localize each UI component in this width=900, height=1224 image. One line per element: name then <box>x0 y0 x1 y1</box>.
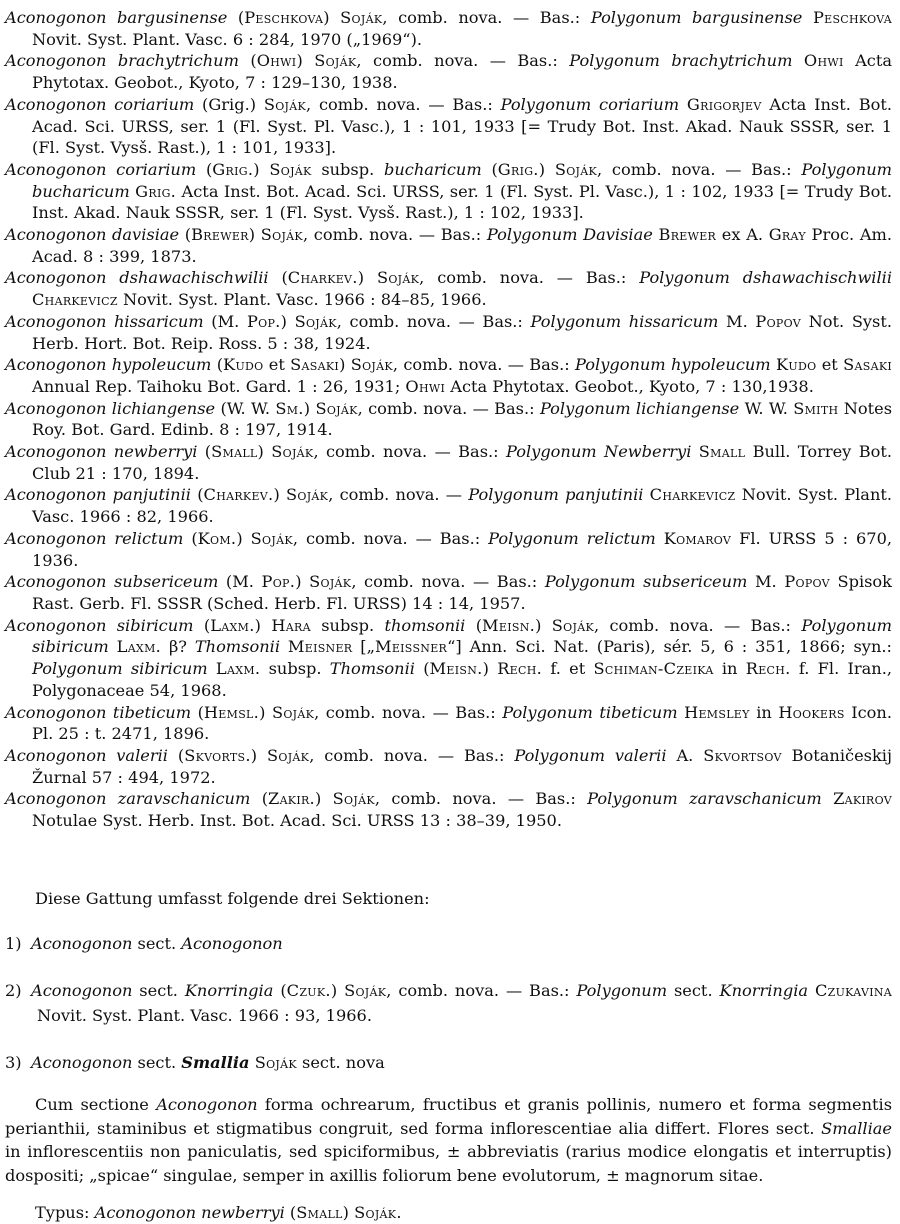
taxon-name: Polygonum brachytrichum <box>569 51 804 71</box>
species-entry-13 <box>5 571 892 614</box>
text-run: , comb. nova. — Bas.: <box>292 528 489 548</box>
text-run: ) <box>253 159 270 179</box>
taxon-name: Polygonum hypoleucum <box>575 355 776 375</box>
text-run: Icon. Pl. 25 : t. 2471, 1896. <box>32 702 892 744</box>
text-run: ) <box>303 398 316 418</box>
text-run: ( <box>184 225 192 245</box>
text-run: ) <box>339 355 351 375</box>
text-run: sect. <box>132 1053 182 1073</box>
author-name: Soják <box>294 311 337 331</box>
taxon-name: Aconogonon <box>31 981 133 1001</box>
author-name: Meisner <box>287 637 353 657</box>
author-name: Grig. <box>497 159 539 179</box>
text-run: ( <box>204 442 212 462</box>
text-run: , comb. nova. — Bas.: <box>351 572 545 592</box>
taxon-name: Polygonum bargusinense <box>590 8 813 27</box>
author-name: Zakirov <box>833 789 892 809</box>
text-run: Acta Phytotax. Geobot., Kyoto, 7 : 129–130, 1938. <box>32 51 893 93</box>
taxon-name: Aconogonon panjutinii <box>5 485 198 505</box>
text-run: , comb. nova. — <box>328 485 469 505</box>
text-run: ) <box>535 615 552 635</box>
author-name: Soják <box>269 159 312 179</box>
text-run: f. et <box>542 659 594 679</box>
taxon-name: Thomsonii <box>194 637 288 657</box>
text-run: ( <box>261 789 269 809</box>
taxon-name: Polygonum Davisiae <box>486 225 659 245</box>
taxon-name: Polygonum subsericeum <box>544 572 755 592</box>
taxon-name: Aconogonon <box>181 934 283 954</box>
species-entry-5 <box>5 224 892 267</box>
species-entry-4 <box>5 159 892 224</box>
author-name: Soják <box>286 485 329 505</box>
species-entry-14 <box>5 615 892 702</box>
text-run: , comb. nova. — Bas.: <box>314 702 503 722</box>
text-run: Proc. Am. Acad. 8 : 399, 1873. <box>32 225 893 266</box>
text-run: ) <box>248 225 261 245</box>
taxon-name: Aconogonon subsericeum <box>5 572 226 592</box>
author-name: Rech. <box>497 659 543 679</box>
text-run: , comb. nova. — Bas.: <box>386 981 577 1001</box>
text-run: Typus: <box>35 1203 95 1223</box>
author-name: Brewer <box>191 225 249 245</box>
text-run: ( <box>197 702 204 722</box>
section-number: 3) <box>5 1053 22 1073</box>
author-name: Soják <box>271 442 314 462</box>
author-name: Skvortsov <box>703 745 782 765</box>
text-run: ) <box>254 615 272 635</box>
author-name: Schiman-Czeika <box>593 659 714 679</box>
author-name: Hemsl. <box>203 702 260 722</box>
taxon-name: Polygonum hissaricum <box>530 311 727 331</box>
section-item-3 <box>5 1050 892 1075</box>
author-name: Charkevicz <box>649 485 736 505</box>
text-run: in <box>713 659 746 679</box>
author-name: Soják <box>267 745 310 765</box>
text-run: “] Ann. Sci. Nat. (Paris), sér. 5, 6 : 351, 1866; syn.: <box>447 637 892 657</box>
section-item-1 <box>5 931 892 956</box>
author-name: Small <box>296 1203 343 1223</box>
text-run: ( <box>280 981 287 1001</box>
taxon-name: Aconogonon lichiangense <box>5 398 221 418</box>
taxon-name: bucharicum <box>383 159 492 179</box>
author-name: Skvorts. <box>184 745 251 765</box>
taxon-name: Aconogonon coriarium <box>5 159 206 179</box>
text-run: ( <box>281 268 288 288</box>
author-name: Sm. <box>275 398 304 418</box>
species-entry-10 <box>5 441 892 484</box>
text-run: M. <box>754 572 785 592</box>
text-run: et <box>816 355 844 375</box>
text-run: β? <box>161 637 195 657</box>
author-name: Meisn. <box>482 615 536 635</box>
species-entry-12 <box>5 528 892 571</box>
author-name: Popov <box>784 572 830 592</box>
author-name: Soják <box>332 789 375 809</box>
text-run: Annual Rep. Taihoku Bot. Gard. 1 : 26, 1931; <box>32 376 406 396</box>
text-run: f. Fl. Iran., Polygonaceae 54, 1968. <box>32 659 892 700</box>
author-name: Soják <box>354 1203 397 1223</box>
text-run: ( <box>491 159 498 179</box>
author-name: Czukavina <box>814 981 893 1001</box>
author-name: Grig. <box>135 181 177 201</box>
text-run: ) <box>323 8 341 27</box>
text-run: ( <box>216 355 224 375</box>
text-run: , comb. nova. — Bas.: <box>593 615 802 635</box>
author-name: Soják <box>350 355 393 375</box>
species-entries-list <box>5 7 892 832</box>
text-run: Not. Syst. Herb. Hort. Bot. Reip. Ross. 5 : 38, 1924. <box>32 311 893 353</box>
taxon-name: Polygonum sibiricum <box>32 615 892 657</box>
text-run: subsp. <box>311 159 384 179</box>
author-name: Soják <box>340 8 383 27</box>
author-name: Kom. <box>197 528 237 548</box>
text-run: ) <box>342 1203 355 1223</box>
text-run: (Grig.) <box>202 94 264 114</box>
author-name: Zakir. <box>268 789 315 809</box>
author-name: Peschkova <box>812 8 892 27</box>
text-run: ( <box>203 615 211 635</box>
text-run: , comb. nova. — Bas.: <box>374 789 588 809</box>
text-run: (M. <box>211 311 247 331</box>
author-name: Soják <box>263 94 307 114</box>
text-run: (W. W. <box>220 398 276 418</box>
text-run: Novit. Syst. Plant. Vasc. 1966 : 84–85, 1966. <box>117 290 487 310</box>
text-run: Botaničeskij Žurnal 57 : 494, 1972. <box>32 745 892 787</box>
text-run: ) <box>357 268 377 288</box>
species-entry-7 <box>5 311 892 354</box>
author-name: Hookers <box>778 702 845 722</box>
author-name: Grigorjev <box>686 94 762 114</box>
author-name: Meisn. <box>429 659 483 679</box>
text-run: subsp. <box>260 659 330 679</box>
taxon-name: Smallia <box>181 1053 250 1073</box>
text-run: , comb. nova. — Bas.: <box>313 442 507 462</box>
taxon-name: Aconogonon tibeticum <box>5 702 198 722</box>
taxon-name: Polygonum sibiricum <box>32 659 216 679</box>
taxon-name: Aconogonon relictum <box>5 528 192 548</box>
species-entry-11 <box>5 484 892 527</box>
species-entry-8 <box>5 354 892 397</box>
author-name: Soják <box>309 572 352 592</box>
author-name: Sasaki <box>290 355 340 375</box>
text-run: (M. <box>225 572 262 592</box>
text-run: ( <box>289 1203 297 1223</box>
author-name: Pop. <box>246 311 281 331</box>
author-name: Small <box>211 442 258 462</box>
author-name: Soják <box>554 159 598 179</box>
species-entry-16 <box>5 745 892 788</box>
text-run: , comb. nova. — Bas.: <box>392 355 576 375</box>
text-run: , comb. nova. — Bas.: <box>309 745 515 765</box>
text-run: ( <box>177 745 185 765</box>
text-run: ( <box>423 659 430 679</box>
taxon-name: Polygonum relictum <box>488 528 664 548</box>
text-run: , comb. nova. — Bas.: <box>419 268 640 288</box>
author-name: Laxm. <box>210 615 255 635</box>
text-run: ( <box>197 485 204 505</box>
author-name: Czuk. <box>286 981 331 1001</box>
taxon-name: Aconogonon newberryi <box>5 442 205 462</box>
taxon-name: Polygonum Newberryi <box>506 442 699 462</box>
author-name: Grig. <box>212 159 254 179</box>
author-name: Laxm. <box>215 659 261 679</box>
sections-list <box>5 931 892 1075</box>
author-name: Soják <box>551 615 594 635</box>
text-run: sect. <box>132 934 182 954</box>
taxon-name: Aconogonon zaravschanicum <box>5 789 262 809</box>
text-run: , comb. nova. — Bas.: <box>336 311 531 331</box>
taxon-name: Aconogonon <box>31 934 133 954</box>
text-run: , comb. nova. — Bas.: <box>357 398 540 418</box>
text-run: Notulae Syst. Herb. Inst. Bot. Acad. Sci. URSS 13 : 38–39, 1950. <box>32 811 562 831</box>
taxon-name: Thomsonii <box>329 659 424 679</box>
text-run: ) <box>257 442 272 462</box>
text-run: ( <box>191 528 198 548</box>
text-run: ( <box>475 615 483 635</box>
section-number: 1) <box>5 934 22 954</box>
text-run: W. W. <box>744 398 794 418</box>
taxon-name: thomsonii <box>384 615 476 635</box>
text-run: . <box>396 1203 402 1223</box>
text-run: A. <box>676 745 704 765</box>
text-run: Spisok Rast. Gerb. Fl. SSSR (Sched. Herb. Fl. URSS) 14 : 14, 1957. <box>32 572 892 613</box>
text-run: et <box>263 355 291 375</box>
author-name: Smith <box>793 398 839 418</box>
author-name: Ohwi <box>803 51 844 71</box>
text-run: subsp. <box>310 615 385 635</box>
author-name: Charkev. <box>287 268 358 288</box>
text-run: ) <box>538 159 555 179</box>
author-name: Popov <box>755 311 801 331</box>
author-name: Hemsley <box>684 702 750 722</box>
text-run: ) <box>280 311 295 331</box>
taxon-name: Polygonum zaravschanicum <box>587 789 834 809</box>
taxon-name: Polygonum tibeticum <box>502 702 685 722</box>
text-run: Acta Phytotax. Geobot., Kyoto, 7 : 130,1938. <box>445 376 814 396</box>
text-run: , comb. nova. — Bas.: <box>597 159 802 179</box>
author-name: Kudo <box>223 355 264 375</box>
text-run: , comb. nova. — Bas.: <box>306 94 501 114</box>
text-run: Novit. Syst. Plant. Vasc. 6 : 284, 1970 („1969“). <box>32 29 423 49</box>
author-name: Gray <box>768 225 806 245</box>
author-name: Soják <box>315 398 358 418</box>
author-name: Hara <box>271 615 311 635</box>
author-name: Ohwi <box>256 51 297 71</box>
taxon-name: Aconogonon newberryi <box>94 1203 290 1223</box>
text-run: ) <box>330 981 345 1001</box>
taxon-name: Knorringia <box>184 981 281 1001</box>
text-run: , comb. nova. — Bas.: <box>356 51 570 71</box>
taxon-name: Polygonum valerii <box>514 745 677 765</box>
taxon-name: Polygonum <box>576 981 668 1001</box>
text-run: [„ <box>352 637 375 657</box>
text-run: ) <box>295 572 310 592</box>
taxon-name: Aconogonon sibiricum <box>5 615 204 635</box>
text-run: ( <box>237 8 245 27</box>
text-run: Fl. URSS 5 : 670, 1936. <box>32 528 893 570</box>
text-run: sect. <box>667 981 720 1001</box>
taxon-name: Polygonum coriarium <box>500 94 687 114</box>
text-run: M. <box>726 311 756 331</box>
text-run: Cum sectione <box>35 1095 157 1115</box>
text-run: Novit. Syst. Plant. Vasc. 1966 : 93, 1966. <box>37 1006 372 1026</box>
taxon-name: Polygonum dshawachischwilii <box>639 268 893 288</box>
taxon-name: Knorringia <box>719 981 815 1001</box>
author-name: Pop. <box>261 572 296 592</box>
species-entry-9 <box>5 398 892 441</box>
sections-intro: Diese Gattung umfasst folgende drei Sektionen: <box>35 888 430 908</box>
author-name: Sasaki <box>843 355 892 375</box>
author-name: Meissner <box>374 637 448 657</box>
text-run: Acta Inst. Bot. Acad. Sci. URSS, ser. 1 (Fl. Syst. Pl. Vasc.), 1 : 102, 1933 [= Trudy Bot. Inst. Akad. Nauk SSSR, ser. 1 (Fl. Syst. Vysš. Rast.), 1 : 102, 1933]. <box>32 181 892 223</box>
author-name: Komarov <box>663 528 732 548</box>
typus-line <box>5 1202 892 1224</box>
text-run: sect. nova <box>296 1053 385 1073</box>
taxon-name: Polygonum lichiangense <box>539 398 745 418</box>
text-run: forma ochrearum, fructibus et granis pollinis, numero et forma segmentis perianthii, staminibus et stigmatibus congruit, sed forma inflorescentiae alia differt. Flores sect. <box>5 1095 893 1138</box>
species-entry-1 <box>5 7 892 50</box>
text-run: ) <box>315 789 333 809</box>
text-run: , comb. nova. — Bas.: <box>302 225 487 245</box>
author-name: Soják <box>271 702 315 722</box>
author-name: Small <box>698 442 746 462</box>
author-name: Soják <box>250 528 293 548</box>
text-run: Acta Inst. Bot. Acad. Sci. URSS, ser. 1 (Fl. Syst. Pl. Vasc.), 1 : 101, 1933 [= Trudy Bot. Inst. Akad. Nauk SSSR, ser. 1 (Fl. Syst. Vysš. Rast.), 1 : 101, 1933]. <box>32 94 892 158</box>
text-run: ) <box>482 659 498 679</box>
author-name: Soják <box>260 225 303 245</box>
text-run: Novit. Syst. Plant. Vasc. 1966 : 82, 1966. <box>32 485 893 527</box>
species-entry-2 <box>5 50 892 93</box>
text-run: ) <box>296 51 315 71</box>
author-name: Soják <box>254 1053 297 1073</box>
author-name: Soják <box>344 981 387 1001</box>
author-name: Peschkova <box>244 8 324 27</box>
taxon-name: Aconogonon coriarium <box>5 94 203 114</box>
text-run: ) <box>250 745 268 765</box>
text-run: Bull. Torrey Bot. Club 21 : 170, 1894. <box>32 442 892 483</box>
taxon-name: Aconogonon hissaricum <box>5 311 212 331</box>
author-name: Ohwi <box>405 376 446 396</box>
text-run: sect. <box>132 981 185 1001</box>
section-number: 2) <box>5 981 22 1001</box>
text-run: ( <box>205 159 213 179</box>
text-run: Notes Roy. Bot. Gard. Edinb. 8 : 197, 1914. <box>32 398 893 440</box>
taxon-name: Aconogonon <box>156 1095 258 1115</box>
taxon-name: Aconogonon hypoleucum <box>5 355 217 375</box>
author-name: Kudo <box>775 355 817 375</box>
text-run: ex A. <box>716 225 769 245</box>
species-entry-15 <box>5 702 892 745</box>
author-name: Soják <box>314 51 357 71</box>
taxon-name: Aconogonon valerii <box>5 745 178 765</box>
text-run: ( <box>250 51 257 71</box>
text-run: in <box>749 702 779 722</box>
taxon-name: Aconogonon brachytrichum <box>5 51 251 71</box>
text-run: , comb. nova. — Bas.: <box>382 8 591 27</box>
taxon-name: Polygonum panjutinii <box>468 485 650 505</box>
text-run: ) <box>259 702 272 722</box>
taxon-name: Smalliae <box>821 1118 892 1138</box>
taxon-name: Aconogonon davisiae <box>5 225 185 245</box>
section-item-2 <box>5 978 892 1028</box>
author-name: Laxm. <box>116 637 162 657</box>
text-run: in inflorescentiis non paniculatis, sed spiciformibus, ± abbreviatis (rarius modice elongatis et interruptis) dospositi; „spicae“ singulae, semper in axillis foliorum bene evolutorum, ± magnorum sitae. <box>5 1142 892 1185</box>
taxon-name: Polygonum bucharicum <box>32 159 892 201</box>
species-entry-3 <box>5 94 892 159</box>
section-description-latin <box>5 1093 892 1187</box>
author-name: Charkev. <box>203 485 274 505</box>
text-run: ) <box>273 485 287 505</box>
taxon-name: Aconogonon dshawachischwilii <box>5 268 282 288</box>
author-name: Charkevicz <box>32 290 118 310</box>
author-name: Soják <box>376 268 420 288</box>
species-entry-17 <box>5 788 892 831</box>
taxon-name: Aconogonon <box>31 1053 133 1073</box>
taxon-name: Aconogonon bargusinense <box>5 8 238 27</box>
species-entry-6 <box>5 267 892 310</box>
author-name: Brewer <box>658 225 717 245</box>
author-name: Rech. <box>745 659 791 679</box>
text-run: ) <box>236 528 251 548</box>
